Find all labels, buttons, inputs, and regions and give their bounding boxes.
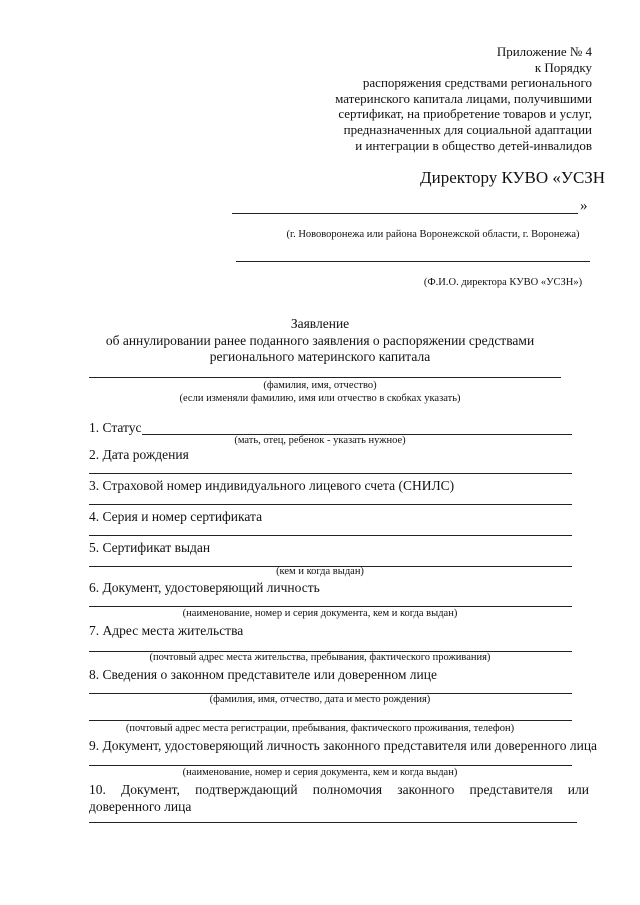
identity-document-input-line[interactable] — [89, 606, 572, 607]
applicant-name-hint: (фамилия, имя, отчество) — [263, 380, 377, 391]
director-name-hint: (Ф.И.О. директора КУВО «УСЗН») — [423, 277, 583, 288]
certificate-issued-hint: (кем и когда выдан) — [276, 566, 364, 577]
appendix-line: Приложение № 4 — [496, 44, 592, 59]
certificate-number-label: 4. Серия и номер сертификата — [89, 509, 263, 524]
representative-address-hint: (почтовый адрес места регистрации, пребывания, фактического проживания, телефон) — [125, 723, 515, 734]
representative-document-input-line[interactable] — [89, 765, 572, 766]
identity-document-label: 6. Документ, удостоверяющий личность — [89, 580, 320, 595]
certificate-issued-label: 5. Сертификат выдан — [89, 540, 211, 555]
authority-document-label: 10. Документ, подтверждающий полномочия законного представителя или доверенного лица — [89, 782, 589, 814]
status-label: 1. Статус — [89, 420, 142, 435]
representative-document-hint: (наименование, номер и серия документа, кем и когда выдан) — [182, 767, 458, 778]
appendix-line: к Порядку — [534, 59, 592, 75]
appendix-line: распоряжения средствами регионального — [362, 75, 592, 91]
title-line: об аннулировании ранее поданного заявления о распоряжении средствами — [105, 332, 535, 348]
appendix-line: и интеграции в общество детей-инвалидов — [355, 137, 592, 153]
certificate-number-input-line[interactable] — [89, 535, 572, 536]
closing-quote: » — [580, 198, 588, 214]
director-name-input-line[interactable] — [236, 261, 590, 262]
snils-input-line[interactable] — [89, 504, 572, 505]
birth-date-label: 2. Дата рождения — [89, 447, 189, 462]
representative-address-input-line[interactable] — [89, 720, 572, 721]
document-title — [0, 316, 640, 366]
location-input-line[interactable] — [232, 213, 578, 214]
appendix-header — [262, 44, 592, 153]
representative-label: 8. Сведения о законном представителе или доверенном лице — [89, 667, 437, 682]
address-hint: (почтовый адрес места жительства, пребывания, фактического проживания) — [149, 652, 491, 663]
address-label: 7. Адрес места жительства — [89, 623, 244, 638]
representative-document-label: 9. Документ, удостоверяющий личность законного представителя или доверенного лица — [89, 738, 598, 753]
applicant-name-change-hint: (если изменяли фамилию, имя или отчество в скобках указать) — [179, 393, 461, 404]
title-line: регионального материнского капитала — [209, 349, 431, 364]
applicant-name-input-line[interactable] — [89, 377, 561, 378]
authority-document-input-line[interactable] — [89, 822, 577, 823]
status-hint: (мать, отец, ребенок - указать нужное) — [234, 435, 406, 446]
appendix-line: предназначенных для социальной адаптации — [343, 121, 592, 137]
appendix-line: материнского капитала лицами, получившими — [335, 90, 592, 106]
location-hint: (г. Нововоронежа или района Воронежской области, г. Воронежа) — [286, 229, 580, 240]
representative-name-hint: (фамилия, имя, отчество, дата и место рождения) — [209, 694, 431, 705]
birth-date-input-line[interactable] — [89, 473, 572, 474]
identity-document-hint: (наименование, номер и серия документа, кем и когда выдан) — [182, 608, 458, 619]
addressee-director: Директору КУВО «УСЗН — [420, 168, 606, 187]
title-line: Заявление — [290, 316, 350, 331]
snils-label: 3. Страховой номер индивидуального лицевого счета (СНИЛС) — [89, 478, 455, 493]
appendix-line: сертификат, на приобретение товаров и услуг, — [338, 106, 592, 122]
